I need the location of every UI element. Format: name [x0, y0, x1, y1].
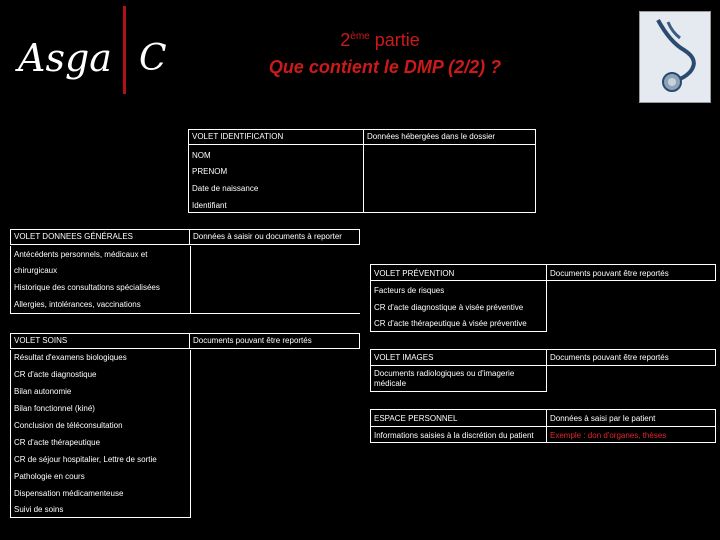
- logo-brand: Asga: [18, 36, 112, 80]
- prevention-row: Facteurs de risques: [370, 281, 547, 298]
- espace-header-right: Données à saisi par le patient: [546, 409, 716, 427]
- soins-row: Pathologie en cours: [10, 469, 190, 486]
- espace-row: Informations saisies à la discrétion du patient: [370, 426, 547, 443]
- generales-row: Antécédents personnels, médicaux et: [10, 246, 190, 263]
- identification-header-right: Données hébergées dans le dossier: [363, 129, 536, 145]
- slide-subtitle: 2ème partie: [340, 30, 420, 50]
- logo-divider: [123, 6, 126, 94]
- generales-row: Historique des consultations spécialisées: [10, 280, 190, 297]
- identification-row: PRENOM: [188, 162, 364, 179]
- soins-row: CR de séjour hospitalier, Lettre de sortie: [10, 452, 190, 469]
- soins-row: CR d'acte diagnostique: [10, 367, 190, 384]
- images-header-right: Documents pouvant être reportés: [546, 349, 716, 366]
- identification-row: Date de naissance: [188, 179, 364, 196]
- generales-row: chirurgicaux: [10, 263, 190, 280]
- generales-bottom-border: [190, 313, 360, 314]
- prevention-row: CR d'acte diagnostique à visée préventive: [370, 298, 547, 315]
- generales-row: Allergies, intolérances, vaccinations: [10, 297, 190, 314]
- generales-mid-border: [190, 246, 191, 314]
- espace-header: ESPACE PERSONNEL: [370, 409, 547, 427]
- soins-mid-border: [190, 350, 191, 518]
- soins-row: CR d'acte thérapeutique: [10, 435, 190, 452]
- soins-row: Bilan autonomie: [10, 384, 190, 401]
- prevention-row: CR d'acte thérapeutique à visée préventive: [370, 315, 547, 332]
- soins-row: Bilan fonctionnel (kiné): [10, 401, 190, 418]
- slide-title: Que contient le DMP (2/2) ?: [268, 57, 502, 77]
- identification-row: Identifiant: [188, 196, 364, 213]
- soins-row: Suivi de soins: [10, 503, 190, 518]
- soins-row: Dispensation médicamenteuse: [10, 486, 190, 503]
- prevention-header: VOLET PRÉVENTION: [370, 264, 547, 281]
- identification-bottom-border: [363, 212, 536, 213]
- prevention-header-right: Documents pouvant être reportés: [546, 264, 716, 281]
- logo-mark: C: [139, 38, 167, 79]
- soins-row: Conclusion de téléconsultation: [10, 418, 190, 435]
- soins-row: Résultat d'examens biologiques: [10, 350, 190, 367]
- stethoscope-image: [639, 11, 711, 103]
- identification-right-border: [535, 145, 536, 213]
- generales-header: VOLET DONNEES GÉNÉRALES: [10, 229, 190, 245]
- identification-header: VOLET IDENTIFICATION: [188, 129, 364, 145]
- espace-row-right: Exemple : don d'organes, thèses: [546, 426, 716, 443]
- soins-header: VOLET SOINS: [10, 333, 190, 349]
- generales-header-right: Données à saisir ou documents à reporter: [190, 229, 360, 245]
- soins-header-right: Documents pouvant être reportés: [190, 333, 360, 349]
- images-row: Documents radiologiques ou d'imagerie médicale: [370, 365, 547, 392]
- identification-row: NOM: [188, 145, 364, 162]
- images-header: VOLET IMAGES: [370, 349, 547, 366]
